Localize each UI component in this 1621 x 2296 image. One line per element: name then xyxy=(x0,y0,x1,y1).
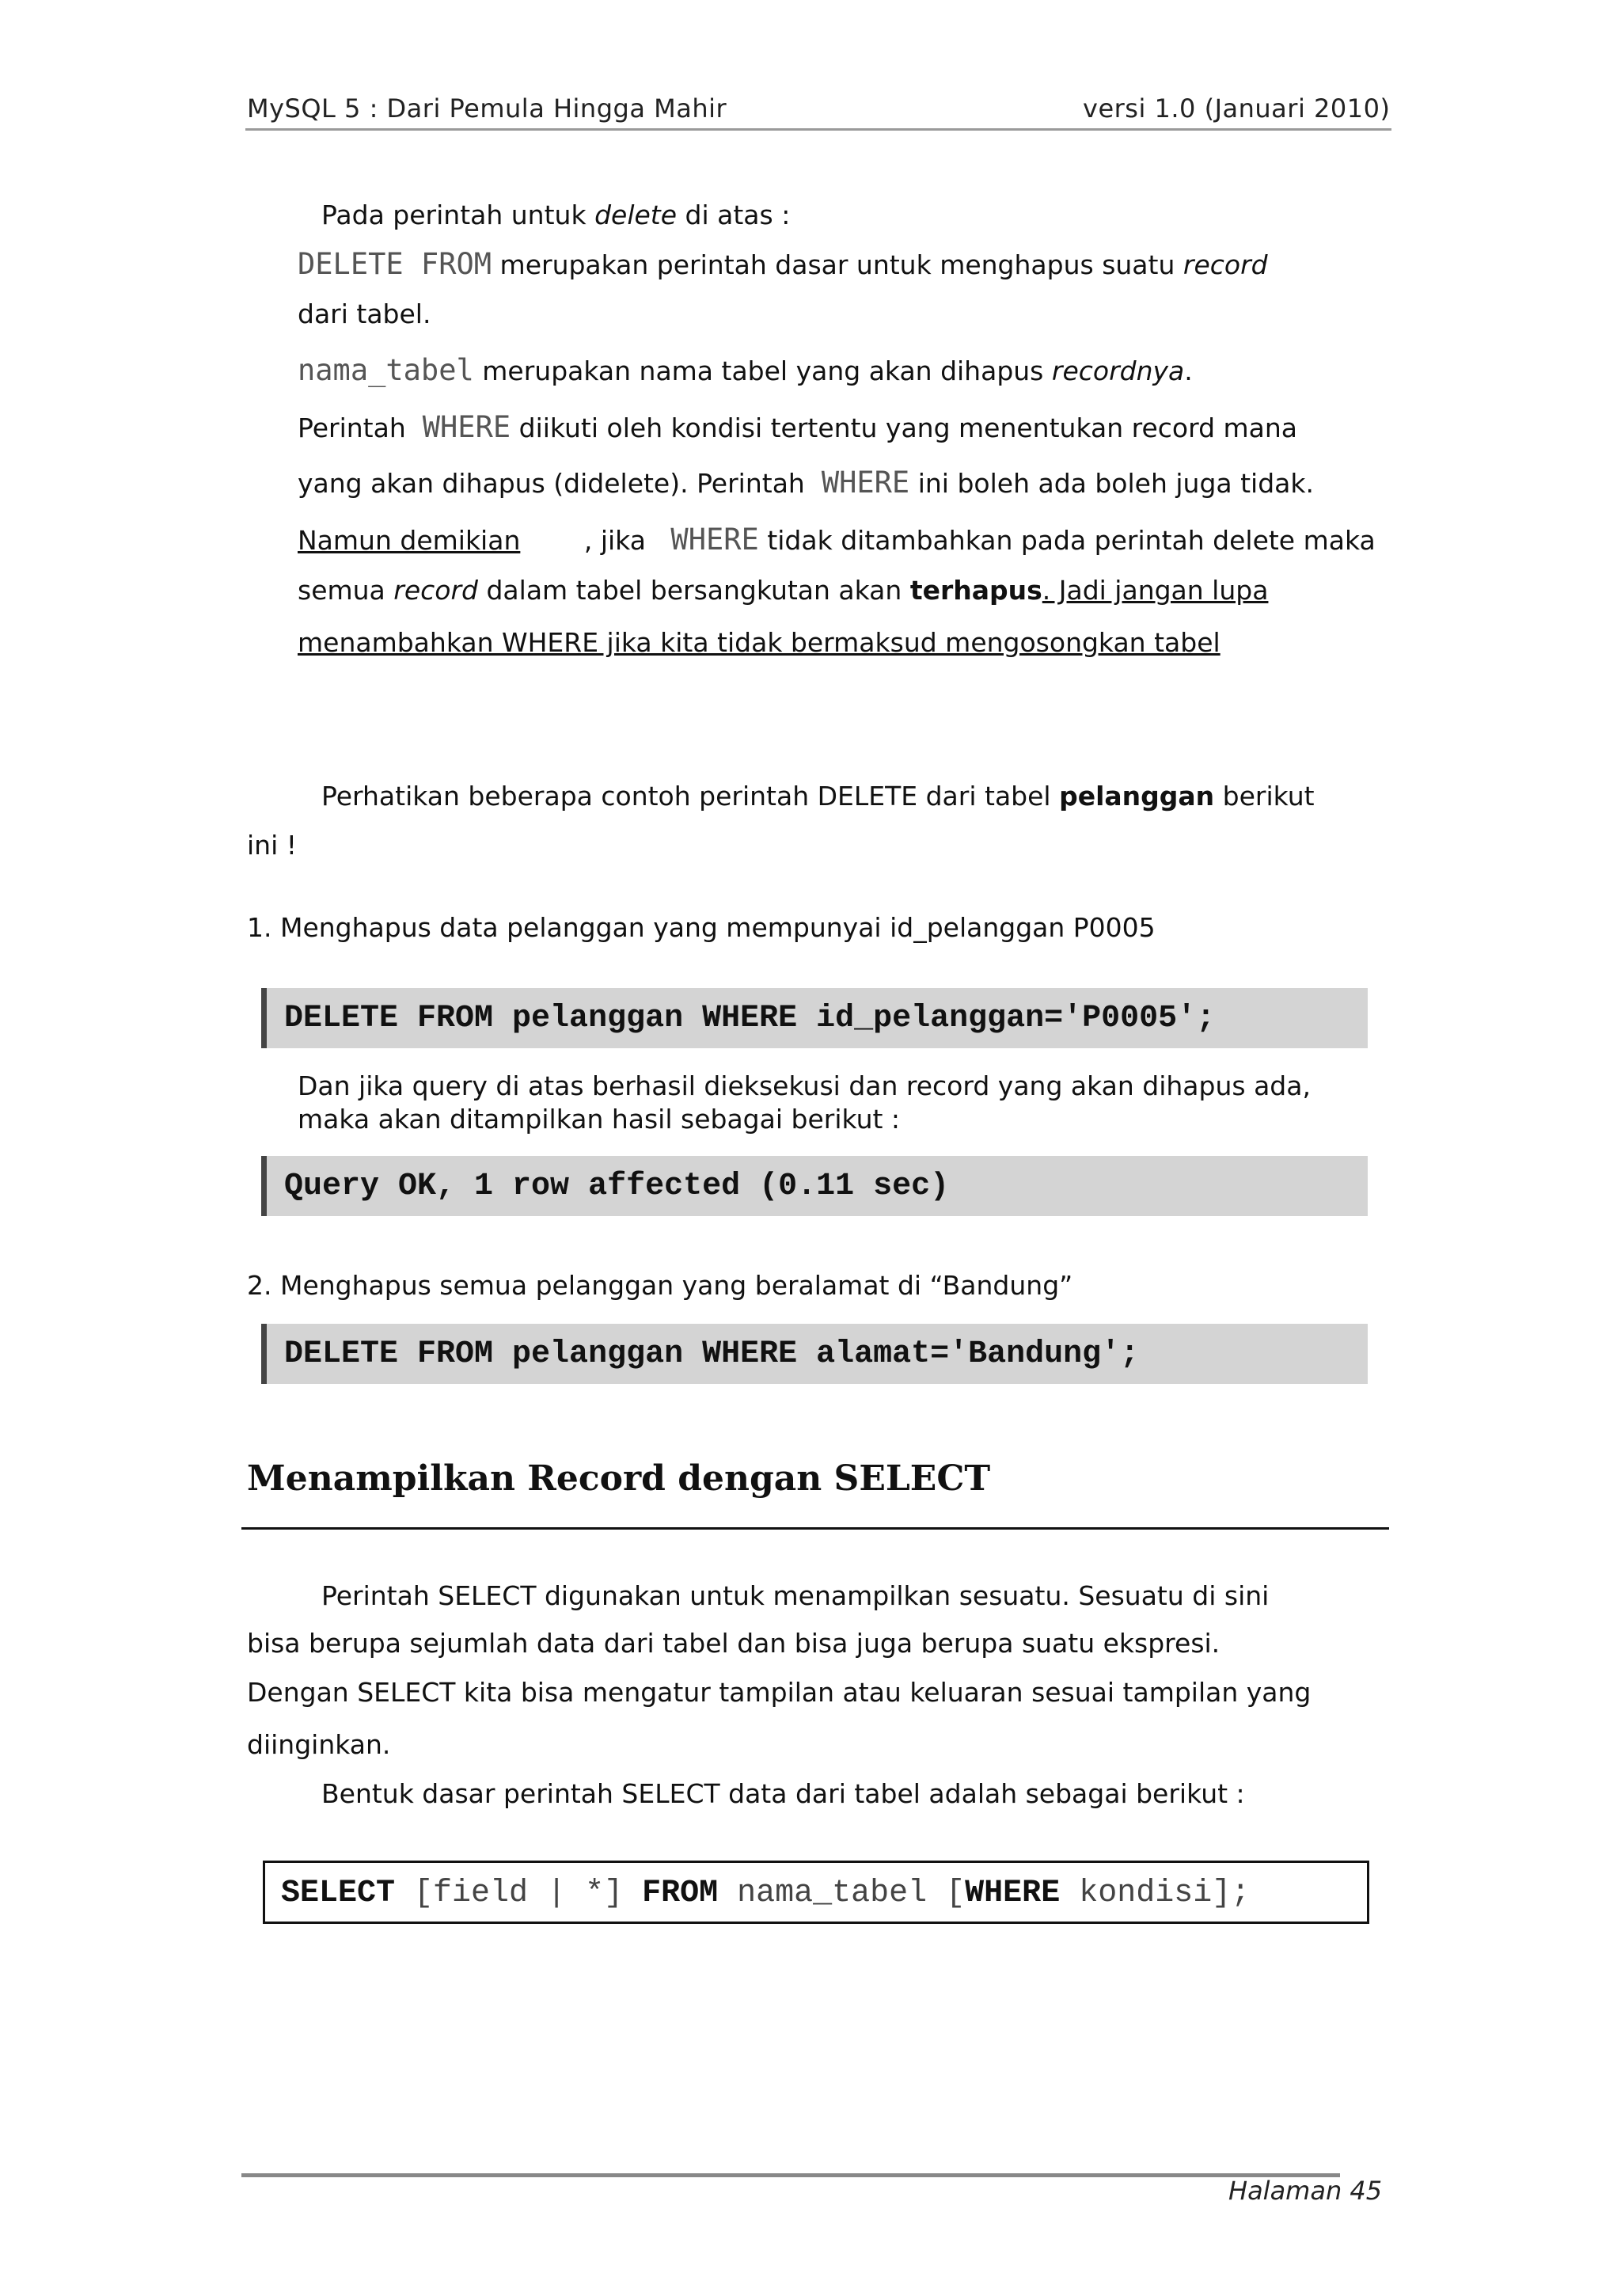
code-block-delete-id xyxy=(261,988,1368,1048)
inline-code: nama_tabel xyxy=(298,353,474,387)
intro-text: yang akan dihapus (didelete). Perintah xyxy=(298,468,805,499)
intro-emphasis: record xyxy=(393,575,478,606)
intro-text: tidak ditambahkan pada perintah delete maka xyxy=(767,525,1376,556)
intro-underlined: . Jadi jangan lupa xyxy=(1042,575,1269,606)
intro-underlined: Namun demikian xyxy=(298,525,521,556)
intro-bold: terhapus xyxy=(909,575,1042,606)
code-text: DELETE FROM pelanggan WHERE id_pelanggan='P0005'; xyxy=(284,1001,1216,1036)
intro-text: dalam tabel bersangkutan akan xyxy=(478,575,910,606)
code-block-query-result xyxy=(261,1156,1368,1216)
select-paragraph-line-4: diinginkan. xyxy=(247,1729,391,1760)
syntax-keyword: WHERE xyxy=(965,1876,1061,1911)
examples-intro-line-1 xyxy=(321,781,1315,812)
code-text: Query OK, 1 row affected (0.11 sec) xyxy=(284,1169,950,1204)
select-syntax-box xyxy=(263,1861,1369,1924)
select-paragraph-line-2: bisa berupa sejumlah data dari tabel dan bisa juga berupa suatu ekspresi. xyxy=(247,1628,1220,1659)
select-paragraph-line-1: Perintah SELECT digunakan untuk menampilkan sesuatu. Sesuatu di sini xyxy=(321,1580,1270,1611)
intro-text: diikuti oleh kondisi tertentu yang menentukan record mana xyxy=(518,412,1298,443)
select-syntax-intro: Bentuk dasar perintah SELECT data dari tabel adalah sebagai berikut : xyxy=(321,1778,1245,1809)
intro-text: merupakan perintah dasar untuk menghapus suatu xyxy=(499,249,1183,280)
intro-text: di atas : xyxy=(677,200,791,230)
inline-code: WHERE xyxy=(422,410,511,444)
intro-line-3: dari tabel. xyxy=(298,298,431,329)
intro-text: Perintah xyxy=(298,412,406,443)
examples-text: Perhatikan beberapa contoh perintah DELETE dari tabel xyxy=(321,781,1060,812)
intro-line-9: menambahkan WHERE jika kita tidak bermaksud mengosongkan tabel xyxy=(298,627,1220,658)
syntax-part: [field | *] xyxy=(395,1876,643,1911)
result-description-line-1: Dan jika query di atas berhasil dieksekusi dan record yang akan dihapus ada, xyxy=(298,1070,1311,1101)
intro-emphasis: record xyxy=(1183,249,1268,280)
intro-emphasis: recordnya xyxy=(1051,355,1185,386)
inline-code: DELETE FROM xyxy=(298,247,492,281)
intro-text: , jika xyxy=(583,525,646,556)
syntax-text xyxy=(281,1876,1250,1911)
examples-bold: pelanggan xyxy=(1059,781,1215,812)
syntax-part: kondisi]; xyxy=(1060,1876,1251,1911)
code-text: DELETE FROM pelanggan WHERE alamat='Bandung'; xyxy=(284,1336,1140,1372)
intro-text: merupakan nama tabel yang akan dihapus xyxy=(482,355,1052,386)
intro-line-2 xyxy=(298,249,1268,281)
page-number: Halaman 45 xyxy=(1228,2176,1383,2206)
intro-text: . xyxy=(1184,355,1193,386)
select-paragraph-line-3: Dengan SELECT kita bisa mengatur tampilan atau keluaran sesuai tampilan yang xyxy=(247,1677,1312,1708)
intro-line-1 xyxy=(321,200,790,231)
header-rule xyxy=(245,128,1391,131)
inline-code: WHERE xyxy=(670,523,759,557)
intro-line-5 xyxy=(298,412,1297,444)
running-header-version: versi 1.0 (Januari 2010) xyxy=(1083,93,1391,124)
example-item-1: 1. Menghapus data pelanggan yang mempunyai id_pelanggan P0005 xyxy=(247,912,1156,943)
intro-emphasis: delete xyxy=(594,200,678,230)
inline-code: WHERE xyxy=(821,466,910,500)
section-heading: Menampilkan Record dengan SELECT xyxy=(247,1458,991,1499)
section-heading-rule xyxy=(241,1527,1389,1530)
intro-text: semua xyxy=(298,575,394,606)
intro-line-8 xyxy=(298,575,1268,606)
example-item-2: 2. Menghapus semua pelanggan yang beralamat di “Bandung” xyxy=(247,1270,1073,1301)
examples-intro-line-2: ini ! xyxy=(247,830,297,861)
running-header-title: MySQL 5 : Dari Pemula Hingga Mahir xyxy=(247,93,727,124)
intro-line-6 xyxy=(298,467,1314,500)
syntax-part: nama_tabel [ xyxy=(718,1876,966,1911)
syntax-keyword: SELECT xyxy=(281,1876,396,1911)
intro-line-4 xyxy=(298,355,1193,387)
syntax-keyword: FROM xyxy=(642,1876,719,1911)
examples-text: berikut xyxy=(1214,781,1315,812)
intro-text: Pada perintah untuk xyxy=(321,200,595,230)
result-description-line-2: maka akan ditampilkan hasil sebagai berikut : xyxy=(298,1104,901,1135)
intro-line-7 xyxy=(298,524,1376,557)
code-block-delete-alamat xyxy=(261,1324,1368,1384)
intro-text: ini boleh ada boleh juga tidak. xyxy=(917,468,1314,499)
footer-rule xyxy=(241,2173,1340,2177)
